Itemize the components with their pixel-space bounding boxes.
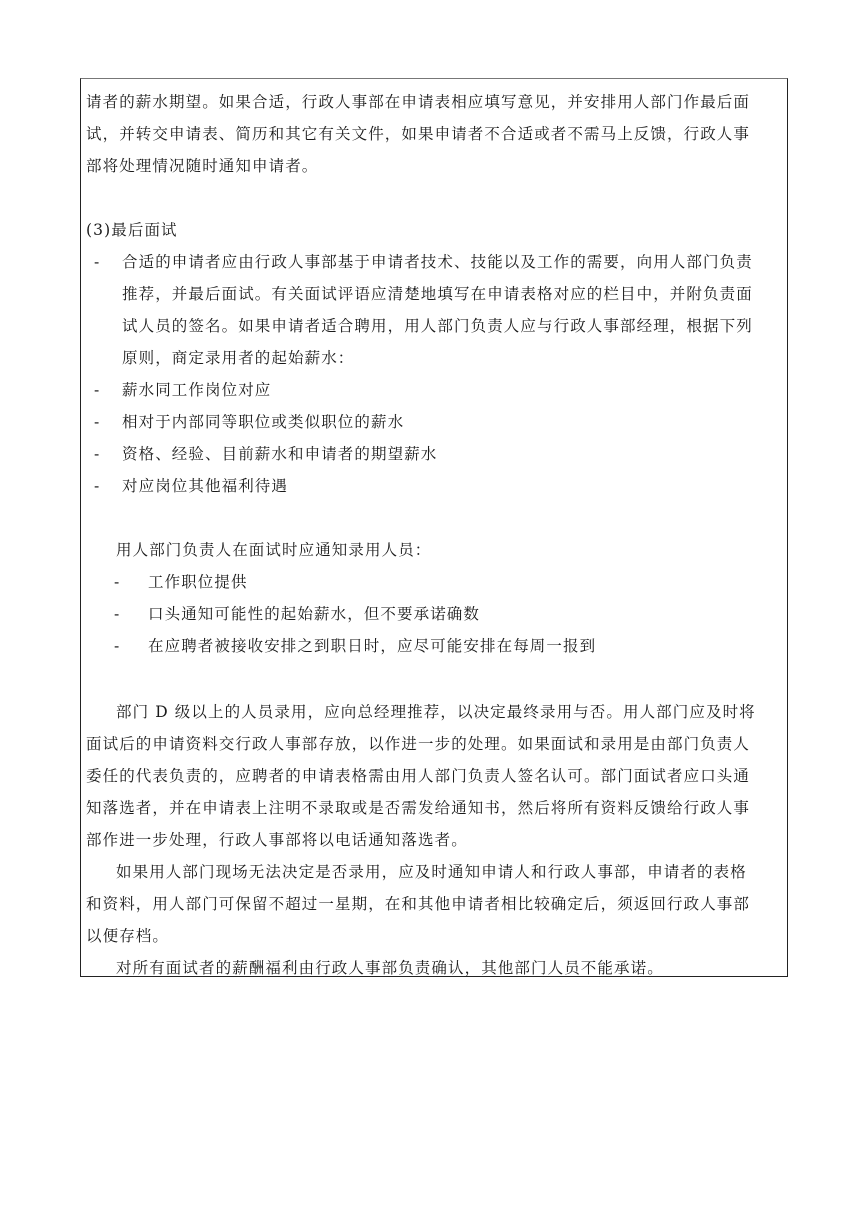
bullet-line: 试人员的签名。如果申请者适合聘用，用人部门负责人应与行政人事部经理，根据下列 [122, 317, 753, 335]
bullet-marker: - [114, 573, 120, 591]
notify-item: 口头通知可能性的起始薪水，但不要承诺确数 [148, 605, 481, 623]
paragraph-line: 部作进一步处理，行政人事部将以电话通知落选者。 [86, 831, 468, 849]
paragraph-line: 知落选者，并在申请表上注明不录取或是否需发给通知书，然后将所有资料反馈给行政人事 [86, 799, 751, 817]
section-heading: (3)最后面试 [86, 221, 178, 239]
bullet-marker: - [94, 477, 100, 495]
paragraph-line: 试，并转交申请表、简历和其它有关文件，如果申请者不合适或者不需马上反馈，行政人事 [86, 125, 751, 143]
bullet-line: 原则，商定录用者的起始薪水： [122, 349, 355, 367]
bullet-marker: - [94, 253, 100, 271]
paragraph-line: 请者的薪水期望。如果合适，行政人事部在申请表相应填写意见，并安排用人部门作最后面 [86, 93, 751, 111]
bullet-marker: - [114, 605, 120, 623]
bullet-item: 对应岗位其他福利待遇 [122, 477, 289, 495]
paragraph-line: 如果用人部门现场无法决定是否录用，应及时通知申请人和行政人事部，申请者的表格 [116, 863, 747, 881]
bullet-marker: - [94, 381, 100, 399]
notify-item: 工作职位提供 [148, 573, 248, 591]
bullet-marker: - [94, 413, 100, 431]
bullet-line: 推荐，并最后面试。有关面试评语应清楚地填写在申请表格对应的栏目中，并附负责面 [122, 285, 753, 303]
bullet-line: 合适的申请者应由行政人事部基于申请者技术、技能以及工作的需要，向用人部门负责 [122, 253, 753, 271]
bullet-item: 薪水同工作岗位对应 [122, 381, 272, 399]
bullet-item: 相对于内部同等职位或类似职位的薪水 [122, 413, 405, 431]
paragraph-line: 部将处理情况随时通知申请者。 [86, 157, 319, 175]
paragraph-line: 委任的代表负责的，应聘者的申请表格需由用人部门负责人签名认可。部门面试者应口头通 [86, 767, 751, 785]
notify-intro: 用人部门负责人在面试时应通知录用人员： [116, 541, 432, 559]
bullet-marker: - [94, 445, 100, 463]
paragraph-line: 面试后的申请资料交行政人事部存放，以作进一步的处理。如果面试和录用是由部门负责人 [86, 735, 751, 753]
notify-item: 在应聘者被接收安排之到职日时，应尽可能安排在每周一报到 [148, 637, 597, 655]
paragraph-line: 和资料，用人部门可保留不超过一星期，在和其他申请者相比较确定后，须返回行政人事部 [86, 895, 751, 913]
paragraph-line: 以便存档。 [86, 927, 170, 945]
paragraph-line: 对所有面试者的薪酬福利由行政人事部负责确认，其他部门人员不能承诺。 [116, 959, 664, 977]
bullet-item: 资格、经验、目前薪水和申请者的期望薪水 [122, 445, 438, 463]
paragraph-line: 部门 D 级以上的人员录用，应向总经理推荐，以决定最终录用与否。用人部门应及时将 [116, 703, 756, 721]
bullet-marker: - [114, 637, 120, 655]
